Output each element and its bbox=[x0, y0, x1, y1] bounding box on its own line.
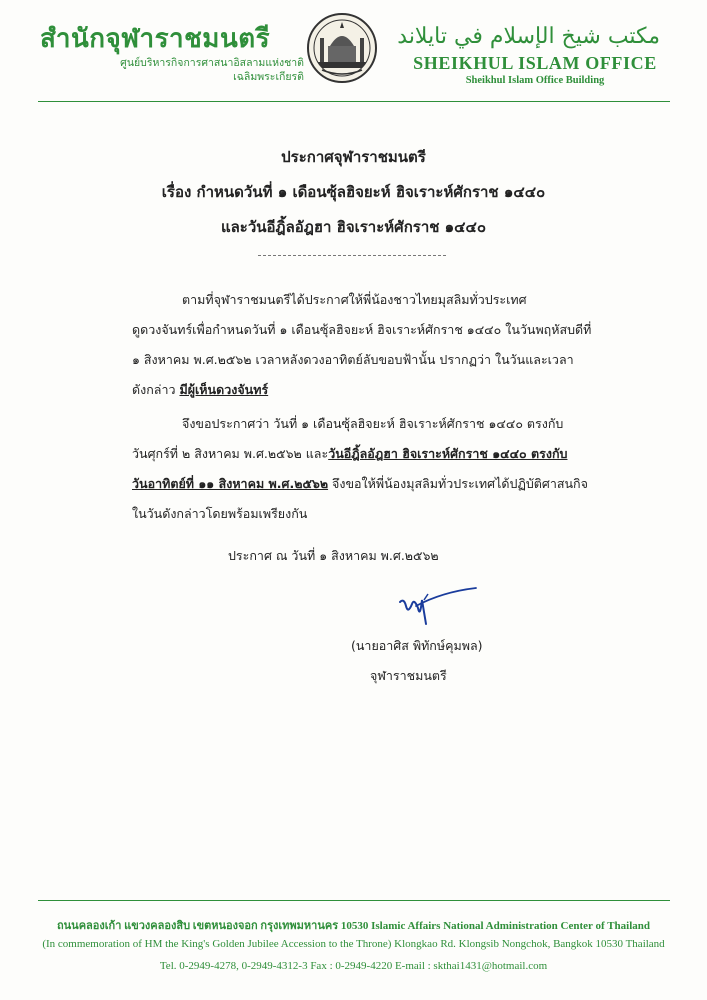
paragraph-1-line-1: ตามที่จุฬาราชมนตรีได้ประกาศให้พี่น้องชาวไทยมุสลิมทั่วประเทศ bbox=[182, 292, 527, 307]
paragraph-2-line-2 bbox=[132, 444, 567, 464]
signer-name: (นายอาศิส พิทักษ์คุมพล) bbox=[351, 638, 483, 653]
header-divider bbox=[38, 101, 670, 102]
title-line-3: และวันอีฎิ้ลอัฎฮา ฮิจเราะห์ศักราช ๑๔๔๐ bbox=[220, 218, 487, 236]
title-separator bbox=[258, 255, 446, 256]
thai-office-subtitle-1: ศูนย์บริหารกิจการศาสนาอิสลามแห่งชาติ bbox=[120, 57, 304, 69]
english-letterhead bbox=[397, 22, 660, 88]
footer-commemoration-line: (In commemoration of HM the King's Golden Jubilee Accession to the Throne) Klongkao Rd. Klongsib Nongchok, Bangkok 10530 Thailand bbox=[42, 938, 665, 950]
eid-date-statement: วันอีฎิ้ลอัฎฮา ฮิจเราะห์ศักราช ๑๔๔๐ ตรงกับ bbox=[328, 446, 568, 461]
english-office-subtitle: Sheikhul Islam Office Building bbox=[465, 75, 605, 86]
moon-sighted-statement: มีผู้เห็นดวงจันทร์ bbox=[179, 382, 269, 397]
mosque-seal-icon bbox=[306, 12, 378, 84]
footer-address-line: ถนนคลองเก้า แขวงคลองสิบ เขตหนองจอก กรุงเทพมหานคร 10530 Islamic Affairs National Administration Center of Thailand bbox=[57, 920, 650, 932]
footer-divider bbox=[38, 900, 670, 901]
signer-title: จุฬาราชมนตรี bbox=[370, 668, 447, 683]
thai-letterhead bbox=[40, 22, 310, 84]
paragraph-2-line-3 bbox=[132, 474, 588, 494]
title-line-1: ประกาศจุฬาราชมนตรี bbox=[281, 148, 426, 166]
paragraph-2-line-4: ในวันดังกล่าวโดยพร้อมเพรียงกัน bbox=[132, 506, 308, 521]
paragraph-2-line-1: จึงขอประกาศว่า วันที่ ๑ เดือนซุ้ลฮิจยะห์ ฮิจเราะห์ศักราช ๑๔๔๐ ตรงกับ bbox=[182, 416, 564, 431]
arabic-office-title: مكتب شيخ الإسلام في تايلاند bbox=[397, 24, 660, 49]
thai-office-subtitle-2: เฉลิมพระเกียรติ bbox=[233, 71, 304, 83]
footer-contact-line: Tel. 0-2949-4278, 0-2949-4312-3 Fax : 0-2949-4220 E-mail : skthai1431@hotmail.com bbox=[159, 960, 548, 972]
paragraph-2-line-3-text: จึงขอให้พี่น้องมุสลิมทั่วประเทศได้ปฏิบัติศาสนกิจ bbox=[328, 476, 588, 491]
title-line-2: เรื่อง กำหนดวันที่ ๑ เดือนซุ้ลฮิจยะห์ ฮิจเราะห์ศักราช ๑๔๔๐ bbox=[161, 183, 546, 201]
paragraph-1-line-3: ๑ สิงหาคม พ.ศ.๒๕๖๒ เวลาหลังดวงอาทิตย์ลับขอบฟ้านั้น ปรากฏว่า ในวันและเวลา bbox=[132, 352, 574, 367]
announcement-title bbox=[0, 140, 707, 245]
signature-icon bbox=[382, 580, 482, 640]
english-office-title: SHEIKHUL ISLAM OFFICE bbox=[413, 53, 657, 73]
paragraph-1-line-2: ดูดวงจันทร์เพื่อกำหนดวันที่ ๑ เดือนซุ้ลฮิจยะห์ ฮิจเราะห์ศักราช ๑๔๔๐ ในวันพฤหัสบดีที่ bbox=[132, 322, 592, 337]
paragraph-1-line-4 bbox=[132, 380, 268, 400]
announcement-date: ประกาศ ณ วันที่ ๑ สิงหาคม พ.ศ.๒๕๖๒ bbox=[228, 548, 439, 563]
paragraph-2-line-2-text: วันศุกร์ที่ ๒ สิงหาคม พ.ศ.๒๕๖๒ และ bbox=[132, 446, 329, 461]
sunday-date-statement: วันอาทิตย์ที่ ๑๑ สิงหาคม พ.ศ.๒๕๖๒ bbox=[132, 476, 329, 491]
paragraph-1-line-4-text: ดังกล่าว bbox=[132, 382, 180, 397]
thai-office-title: สำนักจุฬาราชมนตรี bbox=[40, 24, 271, 54]
